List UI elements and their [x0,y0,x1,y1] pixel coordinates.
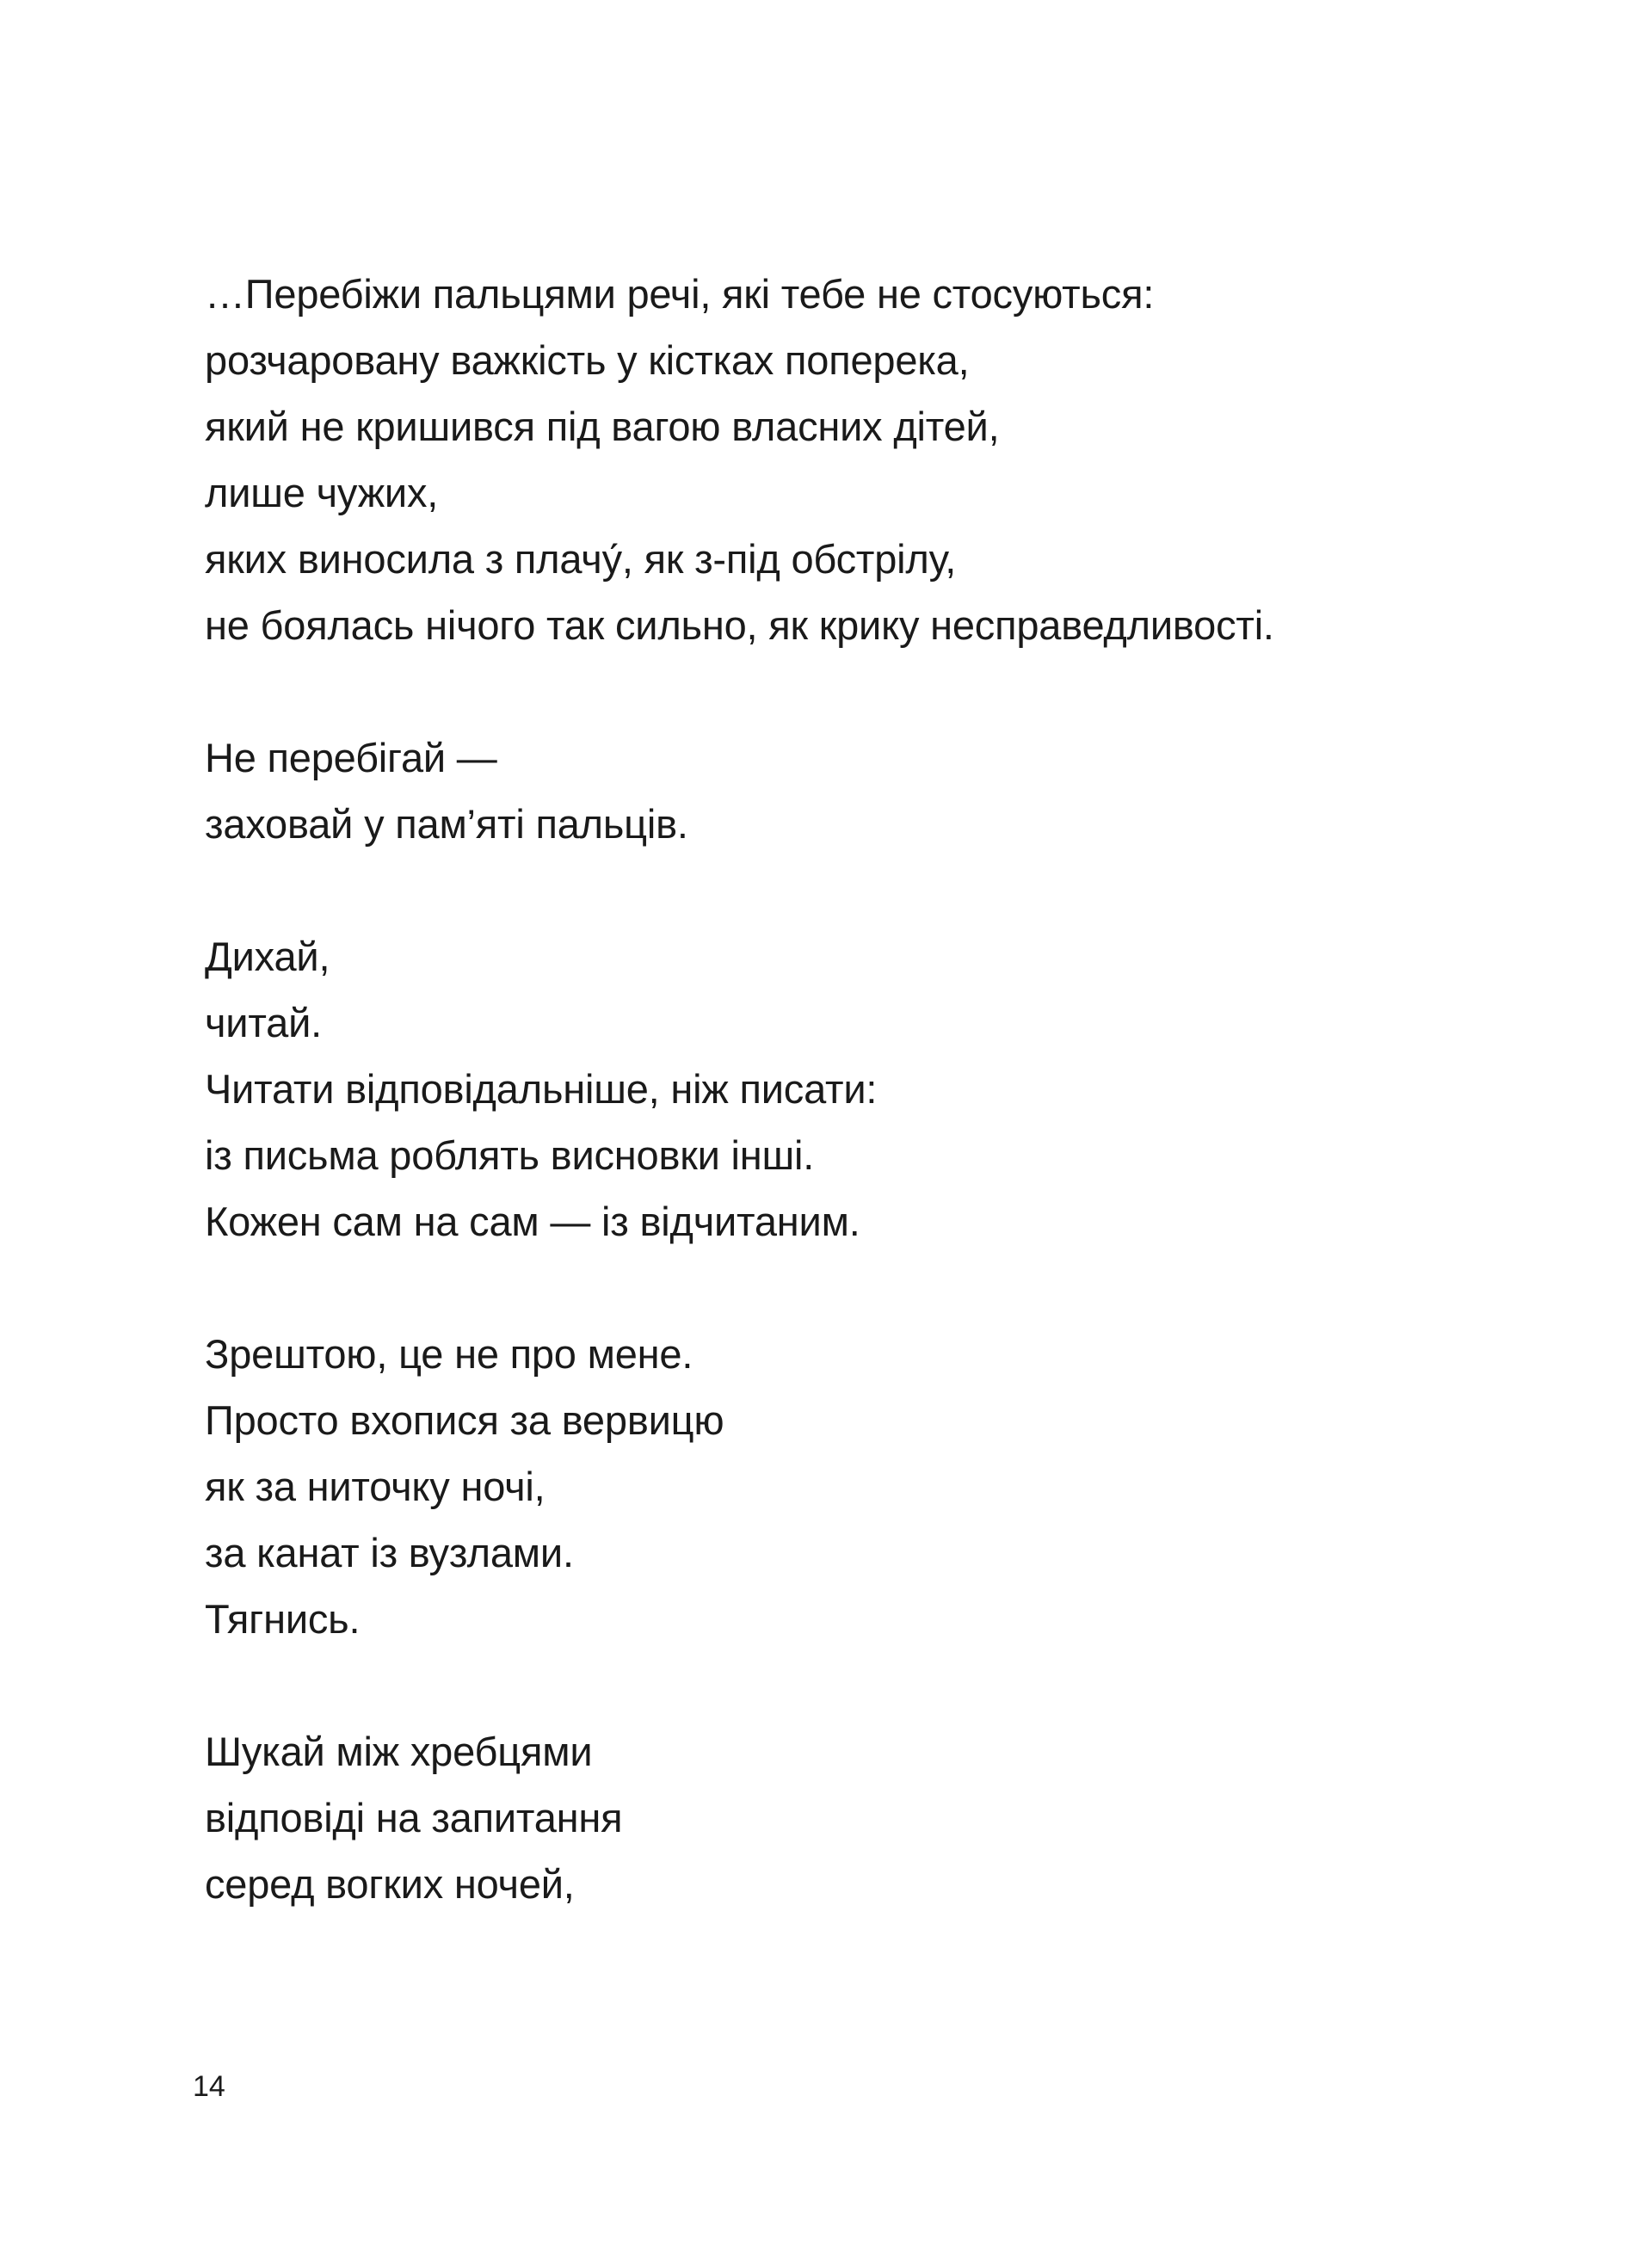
poem-line: відповіді на запитання [205,1795,623,1840]
poem-line: за канат із вузлами. [205,1530,574,1575]
poem-line: Кожен сам на сам — із відчитаним. [205,1199,860,1244]
page-number: 14 [193,2070,225,2103]
poem-line: як за ниточку ночі, [205,1464,546,1509]
poem-line: серед вогких ночей, [205,1861,575,1907]
poem-line: Зрештою, це не про мене. [205,1331,693,1377]
poem-line: …Перебіжи пальцями речі, які тебе не стосуються: [205,271,1155,317]
stanza-4 [205,1321,1495,1652]
poem-line: не боялась нічого так сильно, як крику несправедливості. [205,602,1274,648]
poem-line: читай. [205,1000,322,1045]
poem-line: Просто вхопися за вервицю [205,1397,724,1443]
stanza-2 [205,724,1495,857]
poem-line: розчаровану важкість у кістках поперека, [205,337,970,383]
stanza-1 [205,261,1495,658]
poem-body [205,261,1495,1917]
stanza-3 [205,923,1495,1255]
poem-line: із письма роблять висновки інші. [205,1132,815,1178]
poem-line: Дихай, [205,934,330,979]
poem-line: який не кришився під вагою власних дітей, [205,404,1000,449]
stanza-5 [205,1718,1495,1917]
poem-line: Не перебігай — [205,735,497,780]
poem-line: Читати відповідальніше, ніж писати: [205,1066,878,1112]
poem-line: Шукай між хребцями [205,1729,593,1774]
poem-line: яких виносила з плачу́, як з-під обстрілу, [205,536,957,582]
poem-line: лише чужих, [205,470,439,515]
poem-line: заховай у пам’яті пальців. [205,801,688,847]
poem-line: Тягнись. [205,1596,361,1642]
